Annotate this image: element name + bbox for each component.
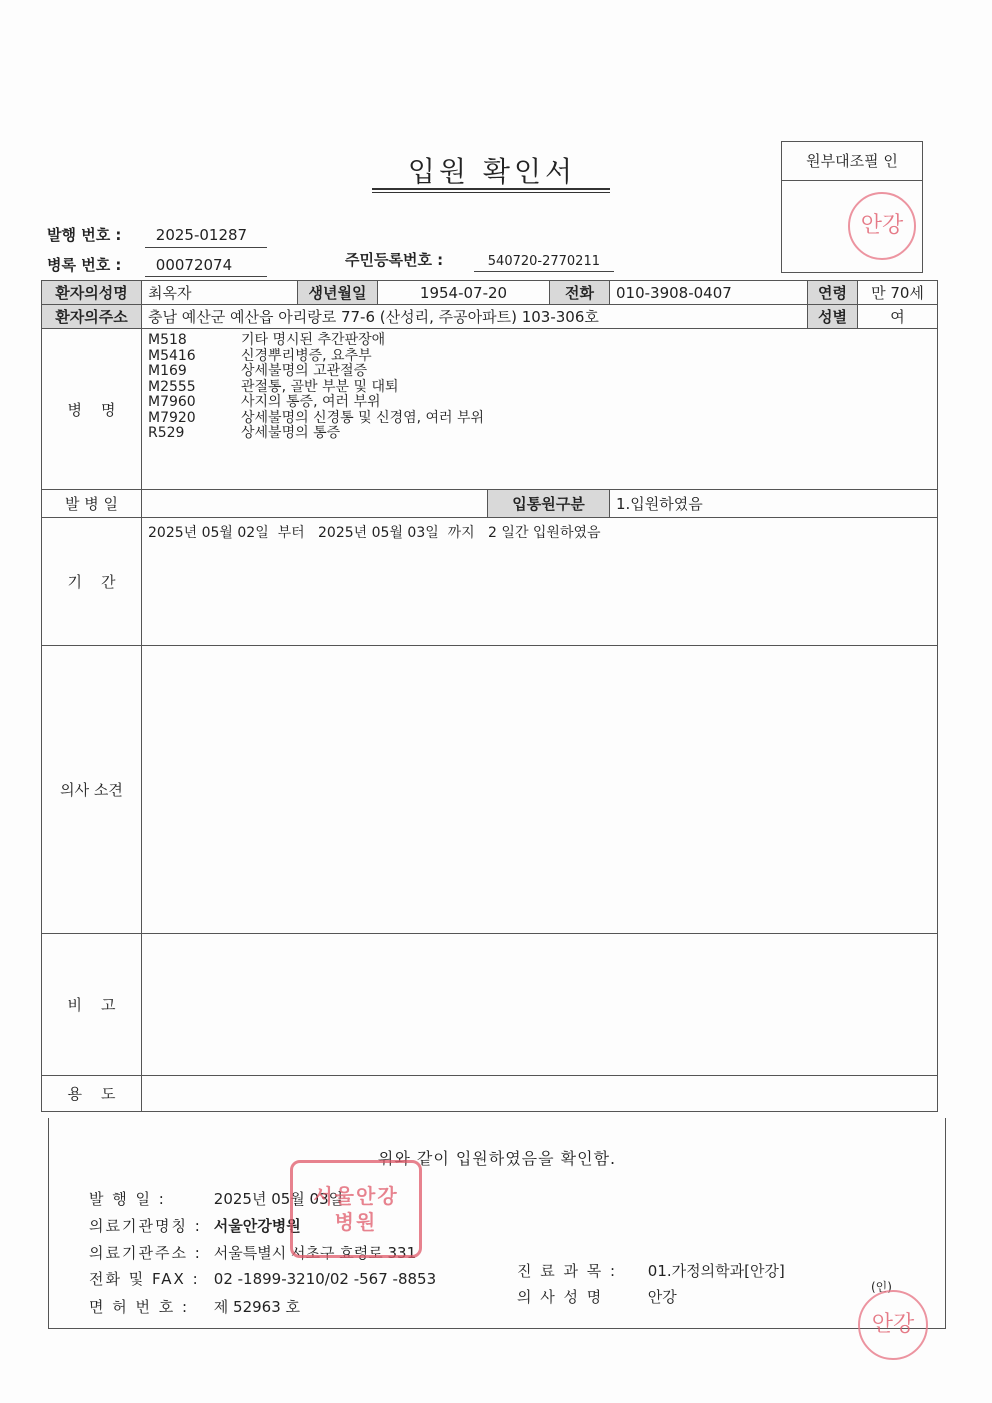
diagnosis-row — [42, 329, 938, 490]
verification-seal-text: 안강 — [860, 213, 904, 238]
doctor-seal — [858, 1290, 928, 1360]
diagnosis-item — [148, 411, 931, 427]
diagnosis-code: M2555 — [148, 378, 196, 395]
diagnosis-item — [148, 426, 931, 442]
diagnosis-code: M5416 — [148, 347, 196, 364]
diagnosis-name: 상세불명의 신경통 및 신경염, 여러 부위 — [241, 409, 485, 426]
doctor-value: 안강 — [647, 1288, 677, 1306]
diagnosis-item — [148, 349, 931, 365]
issue-number-value: 2025-01287 — [155, 226, 248, 244]
verification-seal — [848, 192, 916, 260]
title-underline-2 — [372, 192, 610, 193]
diagnosis-list — [142, 329, 938, 490]
license-row — [89, 1296, 300, 1317]
stamp-box-label: 원부대조필 인 — [782, 142, 922, 181]
diagnosis-name: 사지의 통증, 여러 부위 — [241, 394, 381, 410]
hospital-address-label: 의료기관주소 : — [89, 1244, 202, 1262]
address-label: 환자의주소 — [42, 305, 142, 329]
age-value: 만 70세 — [858, 281, 938, 305]
admission-form-table — [41, 280, 938, 1112]
diagnosis-item — [148, 395, 931, 411]
age-label: 연령 — [808, 281, 858, 305]
seal-mark: (인) — [871, 1280, 892, 1294]
diagnosis-name: 상세불명의 고관절증 — [241, 363, 368, 379]
period-row — [42, 518, 938, 646]
diagnosis-code: M7960 — [148, 394, 196, 410]
original-verified-box — [781, 141, 923, 273]
onset-label: 발 병 일 — [42, 490, 142, 518]
diagnosis-item — [148, 364, 931, 380]
hospital-address-value: 서울특별시 서초구 효령로 331 — [213, 1244, 417, 1262]
doctor-seal-text: 안강 — [871, 1312, 915, 1337]
diagnosis-code: M518 — [148, 332, 187, 348]
sex-value: 여 — [858, 305, 938, 329]
confirmation-text: 위와 같이 입원하였음을 확인함. — [377, 1149, 617, 1168]
certification-footer — [48, 1118, 946, 1329]
diagnosis-name: 신경뿌리병증, 요추부 — [241, 347, 372, 364]
resident-number-label: 주민등록번호 : — [345, 251, 444, 269]
phone-label: 전화 — [550, 281, 610, 305]
document-title: 입원 확인서 — [407, 155, 577, 188]
diagnosis-label: 병 명 — [42, 329, 142, 490]
birth-label: 생년월일 — [298, 281, 378, 305]
tel-fax-value: 02 -1899-3210/02 -567 -8853 — [213, 1270, 437, 1288]
record-number-underline — [145, 276, 267, 277]
department-value: 01.가정의학과[안강] — [647, 1262, 785, 1280]
period-label: 기 간 — [42, 518, 142, 646]
issue-number-underline — [145, 247, 267, 248]
opinion-label: 의사 소견 — [42, 646, 142, 934]
doctor-label: 의 사 성 명 — [517, 1288, 604, 1306]
diagnosis-code: M169 — [148, 363, 187, 379]
department-label: 진 료 과 목 : — [517, 1262, 618, 1280]
issue-date-label: 발 행 일 : — [89, 1190, 166, 1208]
phone-value: 010-3908-0407 — [610, 281, 808, 305]
onset-row — [42, 490, 938, 518]
birth-value: 1954-07-20 — [378, 281, 550, 305]
record-number-label: 병록 번호 : — [47, 256, 122, 274]
usage-label: 용 도 — [42, 1076, 142, 1112]
record-number-value: 00072074 — [155, 256, 233, 274]
diagnosis-name: 상세불명의 통증 — [241, 425, 341, 441]
hospital-seal-text: 서울안강병원 — [313, 1184, 399, 1234]
resident-number — [345, 249, 615, 273]
tel-fax-row — [89, 1268, 436, 1289]
tel-fax-label: 전화 및 FAX : — [89, 1270, 200, 1288]
record-number — [47, 254, 265, 278]
address-value: 충남 예산군 예산읍 아리랑로 77-6 (산성리, 주공아파트) 103-306호 — [142, 305, 808, 329]
issue-number — [47, 224, 265, 248]
admission-type-value: 1.입원하였음 — [610, 490, 938, 518]
hospital-name-label: 의료기관명칭 : — [89, 1217, 202, 1235]
remarks-value — [142, 934, 938, 1076]
sex-label: 성별 — [808, 305, 858, 329]
resident-number-value: 540720-2770211 — [487, 254, 600, 269]
remarks-row — [42, 934, 938, 1076]
patient-name-label: 환자의성명 — [42, 281, 142, 305]
title-underline — [372, 188, 610, 190]
hospital-name-row — [89, 1215, 301, 1236]
resident-number-underline — [474, 271, 614, 272]
patient-row-2 — [42, 305, 938, 329]
hospital-seal — [290, 1160, 422, 1258]
diagnosis-name: 관절통, 골반 부분 및 대퇴 — [241, 378, 399, 395]
onset-value — [142, 490, 488, 518]
diagnosis-name: 기타 명시된 추간판장애 — [241, 332, 386, 348]
license-label: 면 허 번 호 : — [89, 1298, 190, 1316]
diagnosis-item — [148, 380, 931, 396]
opinion-value — [142, 646, 938, 934]
usage-row — [42, 1076, 938, 1112]
period-value: 2025년 05월 02일 부터 2025년 05월 03일 까지 2 일간 입원하였음 — [142, 518, 938, 646]
remarks-label: 비 고 — [42, 934, 142, 1076]
usage-value — [142, 1076, 938, 1112]
patient-row-1 — [42, 281, 938, 305]
issue-number-label: 발행 번호 : — [47, 226, 122, 244]
diagnosis-code: M7920 — [148, 409, 196, 426]
issue-date-value: 2025년 05월 03일 — [213, 1190, 344, 1208]
doctor-row — [517, 1286, 677, 1307]
license-value: 제 52963 호 — [213, 1298, 301, 1316]
opinion-row — [42, 646, 938, 934]
diagnosis-item — [148, 333, 931, 349]
patient-name: 최옥자 — [142, 281, 298, 305]
hospital-name-value: 서울안강병원 — [213, 1217, 301, 1235]
department-row — [517, 1260, 785, 1281]
admission-type-label: 입통원구분 — [488, 490, 610, 518]
diagnosis-code: R529 — [148, 425, 185, 441]
